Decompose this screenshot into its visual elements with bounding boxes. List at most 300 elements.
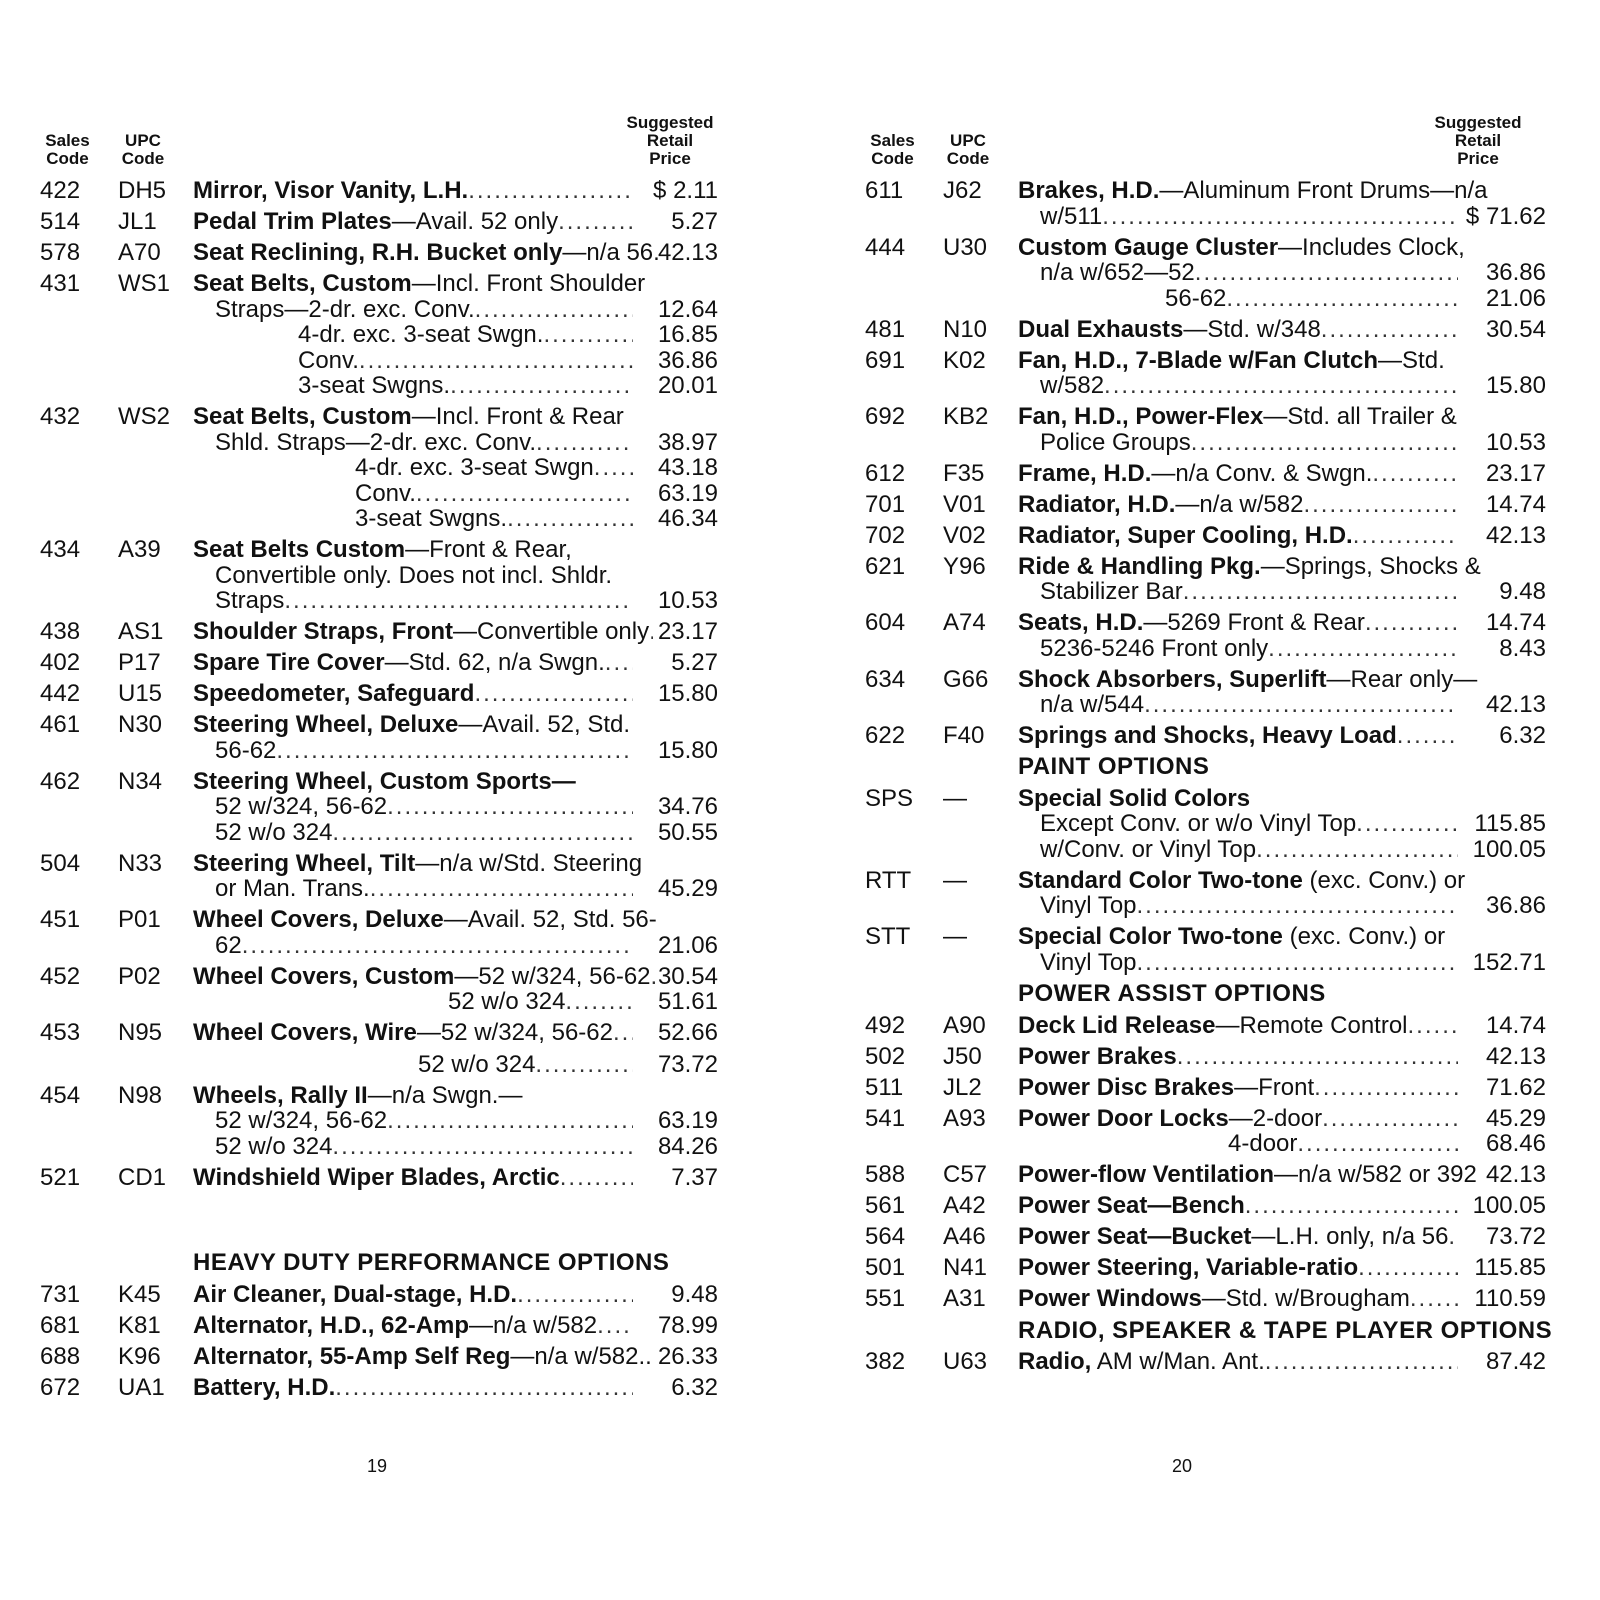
dot-leader <box>536 430 633 456</box>
retail-price: 15.80 <box>657 680 718 707</box>
item-line <box>193 430 718 456</box>
retail-price: 50.55 <box>657 818 718 846</box>
price-list-row <box>865 1075 1565 1101</box>
price-list-row <box>40 271 740 399</box>
price-list-body <box>865 178 1565 1380</box>
retail-price: 63.19 <box>657 1107 718 1134</box>
item-description: 56-62 <box>1165 284 1227 312</box>
dot-leader <box>370 876 633 902</box>
sales-code: 481 <box>865 315 906 343</box>
dot-leader <box>613 1020 633 1046</box>
price-list-row <box>40 537 740 614</box>
item-description: Wheels, Rally II—n/a Swgn.— <box>193 1081 523 1109</box>
item-line <box>1018 373 1546 399</box>
item-line <box>1018 1131 1546 1157</box>
upc-code: C57 <box>943 1161 988 1188</box>
retail-price: 45.29 <box>1485 1104 1546 1132</box>
item-line <box>1018 636 1546 662</box>
retail-price: 8.43 <box>1499 634 1546 662</box>
sales-code: 521 <box>40 1163 81 1191</box>
item-line <box>1018 1106 1546 1132</box>
sales-code: 514 <box>40 208 81 235</box>
item-description: Alternator, H.D., 62-Amp—n/a w/582 <box>193 1311 598 1339</box>
upc-code: N95 <box>118 1019 163 1046</box>
sales-code: 434 <box>40 536 81 563</box>
retail-price: 9.48 <box>1499 578 1546 605</box>
retail-price: 42.13 <box>657 239 718 266</box>
item-description: Speedometer, Safeguard <box>193 680 475 707</box>
page-19 <box>40 0 740 1600</box>
item-line <box>193 681 718 707</box>
dot-leader <box>560 1165 633 1191</box>
item-line <box>193 964 718 990</box>
upc-code: A93 <box>943 1104 986 1132</box>
retail-price: $ 71.62 <box>1465 202 1546 230</box>
sales-code: 604 <box>865 609 906 636</box>
item-description: 62 <box>215 931 242 959</box>
item-description: Except Conv. or w/o Vinyl Top <box>1040 810 1357 837</box>
price-list-row <box>865 348 1565 399</box>
item-line <box>193 933 718 959</box>
retail-price: 30.54 <box>657 962 718 990</box>
dot-leader <box>335 1375 633 1401</box>
retail-price: 43.18 <box>657 454 718 481</box>
price-list-row <box>40 1083 740 1160</box>
item-line <box>193 209 718 235</box>
price-list-row <box>865 404 1565 455</box>
item-description: Seats, H.D.—5269 Front & Rear <box>1018 609 1365 636</box>
upc-code: N98 <box>118 1081 163 1109</box>
retail-price: 38.97 <box>657 428 718 456</box>
item-description: Power-flow Ventilation—n/a w/582 or 392 <box>1018 1161 1477 1188</box>
upc-code: N41 <box>943 1254 988 1281</box>
item-description: 4-door <box>1228 1130 1298 1157</box>
price-list-row <box>865 1013 1565 1039</box>
item-description: Seat Reclining, R.H. Bucket only—n/a 56. <box>193 239 660 266</box>
retail-price: 12.64 <box>657 295 718 323</box>
item-line <box>1018 924 1546 950</box>
price-list-row <box>40 650 740 676</box>
item-description: w/Conv. or Vinyl Top <box>1040 835 1257 863</box>
sales-code: 382 <box>865 1348 906 1375</box>
item-description: Power Windows—Std. w/Brougham <box>1018 1285 1410 1312</box>
upc-code: J50 <box>943 1042 982 1070</box>
retail-price: 15.80 <box>657 736 718 764</box>
item-line <box>1018 204 1546 230</box>
item-description: Straps <box>215 587 285 614</box>
dot-leader <box>1245 1193 1458 1219</box>
price-list-row <box>865 523 1565 549</box>
item-line <box>193 794 718 820</box>
dot-leader <box>1314 1075 1458 1101</box>
price-list-row <box>865 868 1565 919</box>
price-list-row <box>865 786 1565 863</box>
item-line <box>193 588 718 614</box>
item-description: Steering Wheel, Deluxe—Avail. 52, Std. <box>193 711 631 738</box>
item-description: Wheel Covers, Custom—52 w/324, 56-62 <box>193 962 651 990</box>
item-line <box>1018 692 1546 718</box>
item-description: Pedal Trim Plates—Avail. 52 only <box>193 208 559 235</box>
retail-price: 42.13 <box>1485 691 1546 718</box>
price-list-body <box>40 178 740 1406</box>
dot-leader <box>1397 723 1458 749</box>
item-line <box>1018 1224 1546 1250</box>
retail-price: 52.66 <box>657 1019 718 1046</box>
dot-leader <box>1322 1106 1458 1132</box>
dot-leader <box>517 1282 633 1308</box>
dot-leader <box>416 481 633 507</box>
item-line <box>193 1134 718 1160</box>
retail-price: 63.19 <box>657 479 718 507</box>
price-list-row <box>865 1224 1565 1250</box>
dot-leader <box>1104 373 1458 399</box>
item-description: 52 w/o 324 <box>215 818 333 846</box>
retail-price: 71.62 <box>1485 1073 1546 1101</box>
retail-price: 87.42 <box>1485 1348 1546 1375</box>
item-line <box>1018 868 1546 894</box>
retail-price: 100.05 <box>1472 835 1546 863</box>
item-description: Windshield Wiper Blades, Arctic <box>193 1163 560 1191</box>
price-list-row <box>865 492 1565 518</box>
sales-code: 511 <box>865 1073 904 1101</box>
sales-code: 561 <box>865 1192 906 1219</box>
retail-price: 36.86 <box>657 346 718 374</box>
item-description: Custom Gauge Cluster—Includes Clock, <box>1018 233 1465 261</box>
item-line <box>1018 461 1546 487</box>
item-description: Dual Exhausts—Std. w/348 <box>1018 315 1321 343</box>
item-line <box>193 1020 718 1046</box>
retail-price: 84.26 <box>657 1132 718 1160</box>
item-line <box>1018 1075 1546 1101</box>
item-description: Mirror, Visor Vanity, L.H. <box>193 177 469 204</box>
upc-code: — <box>943 784 967 812</box>
upc-code: JL1 <box>118 208 157 235</box>
price-list-row <box>40 1020 740 1077</box>
upc-code: V01 <box>943 490 986 518</box>
dot-leader <box>1408 1013 1458 1039</box>
retail-price: 73.72 <box>657 1050 718 1078</box>
sales-code: 681 <box>40 1311 81 1339</box>
dot-leader <box>1268 636 1458 662</box>
item-description: Stabilizer Bar <box>1040 578 1183 605</box>
upc-code: N34 <box>118 767 163 795</box>
price-list-row <box>865 667 1565 718</box>
item-line <box>193 348 718 374</box>
dot-leader <box>1303 492 1458 518</box>
retail-price: 16.85 <box>657 321 718 348</box>
retail-price: 34.76 <box>657 793 718 820</box>
item-description: Alternator, 55-Amp Self Reg—n/a w/582.. <box>193 1342 652 1370</box>
item-description: 3-seat Swgns. <box>355 505 508 532</box>
item-description: Fan, H.D., Power-Flex—Std. all Trailer & <box>1018 403 1457 430</box>
dot-leader <box>1321 317 1458 343</box>
dot-leader <box>535 1052 633 1078</box>
sales-code: 438 <box>40 618 81 645</box>
item-description: Special Solid Colors <box>1018 784 1251 812</box>
item-description: 52 w/o 324 <box>418 1050 536 1078</box>
page-number: 19 <box>367 1456 388 1476</box>
upc-code: K81 <box>118 1311 161 1339</box>
retail-price: 68.46 <box>1485 1130 1546 1157</box>
dot-leader <box>1372 461 1458 487</box>
retail-price: 14.74 <box>1485 609 1546 636</box>
upc-code: A31 <box>943 1285 986 1312</box>
dot-leader <box>474 681 633 707</box>
item-line <box>193 1108 718 1134</box>
item-description: n/a w/652—52 <box>1040 259 1195 286</box>
retail-price: 14.74 <box>1485 1011 1546 1039</box>
retail-price: 36.86 <box>1485 259 1546 286</box>
item-line <box>1018 893 1546 919</box>
item-line <box>193 907 718 933</box>
upc-code: A74 <box>943 609 986 636</box>
item-description: Air Cleaner, Dual-stage, H.D. <box>193 1280 518 1308</box>
upc-code: A39 <box>118 536 161 563</box>
price-list-row <box>40 240 740 266</box>
item-line <box>193 404 718 430</box>
upc-code: P01 <box>118 906 161 933</box>
retail-price: 14.74 <box>1485 490 1546 518</box>
dot-leader <box>332 820 633 846</box>
price-list-row <box>40 712 740 763</box>
item-line <box>1018 1162 1546 1188</box>
section-heading: POWER ASSIST OPTIONS <box>1018 980 1326 1007</box>
sales-code: 691 <box>865 346 906 374</box>
sales-code: 451 <box>40 906 81 933</box>
item-line <box>193 297 718 323</box>
item-description: Seat Belts, Custom—Incl. Front & Rear <box>193 403 624 430</box>
item-description: Shld. Straps—2-dr. exc. Conv. <box>215 428 537 456</box>
upc-code: F35 <box>943 459 985 487</box>
item-line <box>1018 1255 1546 1281</box>
item-line <box>193 240 718 266</box>
item-line <box>193 876 718 902</box>
page-20 <box>865 0 1565 1600</box>
item-line <box>193 1083 718 1109</box>
sales-code: 702 <box>865 521 906 549</box>
item-line <box>193 271 718 297</box>
item-description: 4-dr. exc. 3-seat Swgn <box>355 454 594 481</box>
dot-leader <box>543 322 633 348</box>
sales-code: 622 <box>865 722 906 749</box>
item-description: Power Steering, Variable-ratio <box>1018 1254 1359 1281</box>
item-line <box>1018 667 1546 693</box>
price-list-row <box>865 1044 1565 1070</box>
upc-code: U30 <box>943 233 988 261</box>
sales-code: RTT <box>865 866 912 894</box>
dot-leader <box>1102 204 1458 230</box>
retail-price: 20.01 <box>657 372 718 399</box>
retail-price: 6.32 <box>1499 722 1546 749</box>
item-line <box>1018 1193 1546 1219</box>
item-line <box>193 1313 718 1339</box>
dot-leader <box>468 178 633 204</box>
retail-price: 23.17 <box>1485 459 1546 487</box>
dot-leader <box>276 738 633 764</box>
retail-price: 21.06 <box>1485 284 1546 312</box>
item-line <box>1018 523 1546 549</box>
item-description: Standard Color Two-tone (exc. Conv.) or <box>1018 866 1466 894</box>
price-list-row <box>865 1106 1565 1157</box>
item-description: Steering Wheel, Tilt—n/a w/Std. Steering <box>193 849 643 877</box>
item-description: Deck Lid Release—Remote Control <box>1018 1011 1408 1039</box>
retail-price: 45.29 <box>657 875 718 902</box>
item-line <box>193 481 718 507</box>
item-line <box>193 1282 718 1308</box>
item-line <box>193 851 718 877</box>
sales-code: 551 <box>865 1285 906 1312</box>
item-description: Shock Absorbers, Superlift—Rear only— <box>1018 665 1478 693</box>
dot-leader <box>1137 893 1458 919</box>
retail-price: 5.27 <box>671 649 718 676</box>
dot-leader <box>1256 837 1458 863</box>
upc-code: WS1 <box>118 270 171 297</box>
price-list-row <box>865 235 1565 312</box>
item-description: Seat Belts Custom—Front & Rear, <box>193 536 572 563</box>
upc-code: P02 <box>118 962 161 990</box>
price-list-row <box>865 1349 1565 1375</box>
item-description: 5236-5246 Front only <box>1040 634 1269 662</box>
sales-code: 422 <box>40 177 81 204</box>
upc-code: N33 <box>118 849 163 877</box>
item-line <box>1018 1044 1546 1070</box>
retail-price: 7.37 <box>671 1163 718 1191</box>
upc-code-header: UPC Code <box>946 131 990 168</box>
retail-price: 9.48 <box>671 1280 718 1308</box>
upc-code: — <box>943 923 967 950</box>
retail-price: 73.72 <box>1485 1223 1546 1250</box>
sales-code: 442 <box>40 680 81 707</box>
item-description: Steering Wheel, Custom Sports— <box>193 767 576 795</box>
item-line <box>193 650 718 676</box>
dot-leader <box>450 373 633 399</box>
item-description: Police Groups <box>1040 428 1191 456</box>
item-line <box>1018 1286 1546 1312</box>
upc-code: P17 <box>118 649 161 676</box>
sales-code: 541 <box>865 1104 906 1132</box>
item-line <box>1018 610 1546 636</box>
dot-leader <box>1177 1044 1458 1070</box>
dot-leader <box>1297 1131 1458 1157</box>
item-line <box>193 738 718 764</box>
dot-leader <box>387 794 633 820</box>
item-description: Special Color Two-tone (exc. Conv.) or <box>1018 923 1446 950</box>
retail-price: 6.32 <box>671 1373 718 1401</box>
item-line <box>1018 178 1546 204</box>
page-number: 20 <box>1172 1456 1193 1476</box>
item-line <box>193 373 718 399</box>
dot-leader <box>1448 1224 1458 1250</box>
price-list-row <box>40 1375 740 1401</box>
item-description: Frame, H.D.—n/a Conv. & Swgn. <box>1018 459 1373 487</box>
item-line <box>1018 723 1546 749</box>
item-line <box>193 712 718 738</box>
item-line <box>1018 317 1546 343</box>
item-line <box>1018 286 1546 312</box>
item-description: Radiator, H.D.—n/a w/582 <box>1018 490 1304 518</box>
upc-code: J62 <box>943 177 982 204</box>
retail-price: 42.13 <box>1485 1042 1546 1070</box>
item-description: or Man. Trans. <box>215 875 370 902</box>
price-list-row <box>40 964 740 1015</box>
item-line <box>1018 348 1546 374</box>
item-description: Radiator, Super Cooling, H.D. <box>1018 521 1353 549</box>
item-description: Power Seat—Bench <box>1018 1192 1245 1219</box>
item-line <box>1018 235 1546 261</box>
section-heading: RADIO, SPEAKER & TAPE PLAYER OPTIONS <box>1018 1316 1553 1344</box>
item-description: 52 w/o 324 <box>448 988 566 1015</box>
upc-code: A70 <box>118 239 161 266</box>
sales-code: 432 <box>40 403 81 430</box>
dot-leader <box>387 1108 633 1134</box>
retail-price: 115.85 <box>1474 1254 1546 1281</box>
retail-price: 36.86 <box>1485 892 1546 919</box>
column-headers <box>40 108 740 168</box>
retail-price: 21.06 <box>657 931 718 959</box>
upc-code: U15 <box>118 680 163 707</box>
retail-price: 42.13 <box>1485 1161 1546 1188</box>
item-description: 52 w/324, 56-62 <box>215 1107 388 1134</box>
price-list-row <box>865 610 1565 661</box>
upc-code: JL2 <box>943 1073 982 1101</box>
retail-price: 78.99 <box>657 1311 718 1339</box>
price-list-row <box>40 851 740 902</box>
retail-price: 152.71 <box>1472 948 1546 976</box>
upc-code: N30 <box>118 711 163 738</box>
item-line <box>1018 1349 1546 1375</box>
price-list-row <box>40 681 740 707</box>
retail-price: 5.27 <box>671 208 718 235</box>
sales-code: 452 <box>40 962 81 990</box>
dot-leader <box>359 348 633 374</box>
upc-code: UA1 <box>118 1373 165 1401</box>
item-line <box>1018 950 1546 976</box>
retail-price: 23.17 <box>657 618 718 645</box>
dot-leader <box>1358 1255 1458 1281</box>
item-description: 56-62 <box>215 736 277 764</box>
dot-leader <box>1137 950 1458 976</box>
price-list-row <box>40 404 740 532</box>
item-line <box>1018 260 1546 286</box>
item-description: Power Seat—Bucket—L.H. only, n/a 56 <box>1018 1223 1449 1250</box>
sales-code: 444 <box>865 233 906 261</box>
sales-code: 462 <box>40 767 81 795</box>
item-line <box>193 769 718 795</box>
item-description: Shoulder Straps, Front—Convertible only <box>193 618 650 645</box>
sales-code: 502 <box>865 1042 906 1070</box>
item-description: Convertible only. Does not incl. Shldr. <box>215 561 613 589</box>
upc-code: — <box>943 866 967 894</box>
price-header: Suggested Retail Price <box>626 113 714 168</box>
upc-code: K96 <box>118 1342 161 1370</box>
price-list-row <box>40 769 740 846</box>
item-line <box>193 989 718 1015</box>
item-description: Power Disc Brakes—Front <box>1018 1073 1315 1101</box>
item-line <box>1018 492 1546 518</box>
sales-code: 402 <box>40 649 81 676</box>
price-list-row <box>40 907 740 958</box>
dot-leader <box>1195 260 1458 286</box>
item-description: Conv. <box>298 346 359 374</box>
item-description: Fan, H.D., 7-Blade w/Fan Clutch—Std. <box>1018 346 1445 374</box>
dot-leader <box>1265 1349 1458 1375</box>
retail-price: 10.53 <box>657 587 718 614</box>
item-description: Wheel Covers, Deluxe—Avail. 52, Std. 56- <box>193 906 657 933</box>
item-line <box>193 1344 718 1370</box>
dot-leader <box>507 506 633 532</box>
item-description: Vinyl Top <box>1040 892 1137 919</box>
sales-code: 731 <box>40 1280 81 1308</box>
